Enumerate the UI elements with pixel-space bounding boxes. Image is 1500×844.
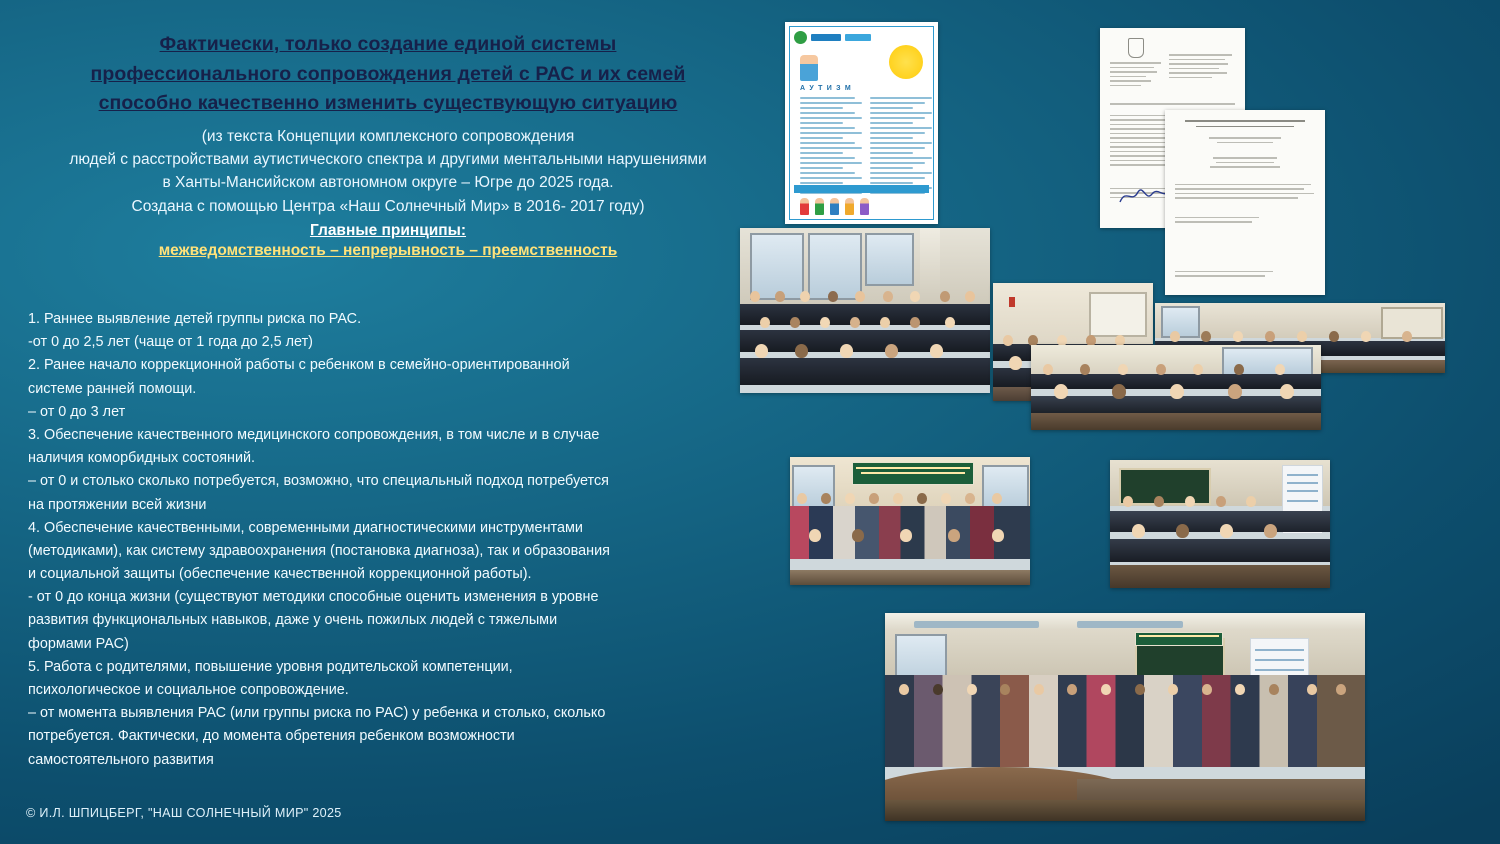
conference-audience-1 [740,228,990,393]
principles-text: межведомственность – непрерывность – преемственность [158,241,618,259]
body-paragraph: потребуется. Фактически, до момента обретения ребенком возможности [28,728,515,745]
poster-heading: А У Т И З М [800,85,852,92]
poster-text-column-right [870,97,932,197]
body-paragraph: – от 0 до 3 лет [28,403,126,420]
subtitle-line-3: в Ханты-Мансийском автономном округе – Югре до 2025 года. [162,174,614,192]
group-photo [790,457,1030,585]
body-paragraph: и социальной защиты (обеспечение качественной коррекционной работы). [28,566,532,583]
body-paragraph: -от 0 до 2,5 лет (чаще от 1 года до 2,5 лет) [28,334,313,351]
photo-collage [735,0,1500,844]
body-paragraph: 4. Обеспечение качественными, современными диагностическими инструментами [28,519,583,536]
body-paragraph: (методиками), как систему здравоохранения (постановка диагноза), так и образования [28,542,610,559]
lecture-hall-audience [1110,460,1330,588]
round-table-hall [885,613,1365,821]
conference-audience-4 [1031,345,1321,430]
child-illustration-icon [800,55,818,81]
body-paragraph: – от момента выявления РАС (или группы риска по РАС) у ребенка и столько, сколько [28,705,606,722]
body-paragraph: 3. Обеспечение качественного медицинского сопровождения, в том числе и в случае [28,426,600,443]
body-paragraph: формами РАС) [28,635,129,652]
body-paragraph: – от 0 и столько сколько потребуется, возможно, что специальный подход потребуется [28,473,609,490]
slide-title-line-2: профессионального сопровождения детей с РАС и их семей [90,62,686,85]
autism-awareness-poster [785,22,938,224]
body-paragraph: самостоятельного развития [28,751,214,768]
slide-title-line-3: способно качественно изменить существующую ситуацию [98,92,678,115]
poster-color-band [794,185,929,193]
body-paragraph: развития функциональных навыков, даже у очень пожилых людей с тяжелыми [28,612,558,629]
body-paragraph: 5. Работа с родителями, повышение уровня родительской компетенции, [28,658,513,675]
subtitle-block [18,125,758,218]
body-paragraph-list [28,308,743,772]
partner-logo-2-icon [845,34,871,41]
body-paragraph: психологическое и социальное сопровождение. [28,682,349,698]
body-paragraph: - от 0 до конца жизни (существуют методики способные оценить изменения в уровне [28,589,599,606]
principles-heading: Главные принципы: [309,221,467,239]
body-paragraph: 2. Ранее начало коррекционной работы с ребенком в семейно-ориентированной [28,357,570,374]
body-paragraph: наличия коморбидных состояний. [28,450,256,467]
poster-children-figures [800,195,923,215]
poster-text-column-left [800,97,862,197]
copyright-notice: © И.Л. ШПИЦБЕРГ, "НАШ СОЛНЕЧНЫЙ МИР" 2025 [26,806,342,820]
body-paragraph: 1. Раннее выявление детей группы риска по РАС. [28,311,362,327]
body-paragraph: системе ранней помощи. [28,380,197,397]
green-circle-logo-icon [794,31,807,44]
title-block [18,30,758,260]
slide-title-line-1: Фактически, только создание единой системы [159,33,617,55]
partner-logo-1-icon [811,34,841,41]
body-paragraph: на протяжении всей жизни [28,496,207,513]
subtitle-line-2: людей с расстройствами аутистического спектра и другими ментальными нарушениями [69,151,707,169]
handwritten-signature-icon [1118,184,1172,206]
sun-icon [889,45,923,79]
official-letter-2 [1165,110,1325,295]
subtitle-line-4: Создана с помощью Центра «Наш Солнечный Мир» в 2016- 2017 году) [131,197,645,215]
subtitle-line-1: (из текста Концепции комплексного сопровождения [201,127,575,145]
